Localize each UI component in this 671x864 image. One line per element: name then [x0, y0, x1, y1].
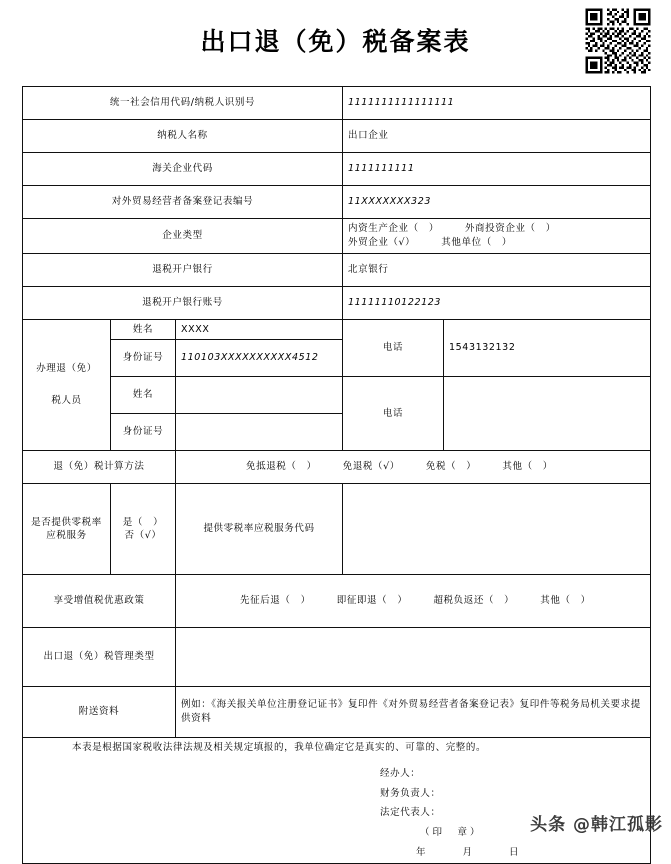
handler-label-line1: 办理退（免）: [36, 363, 97, 375]
option-checkbox[interactable]: （√）: [134, 530, 162, 542]
foreign-trade-record-label: 对外贸易经营者备案登记表编号: [23, 186, 343, 219]
signature-finance-officer[interactable]: 财务负责人：: [380, 787, 441, 799]
table-row-taxpayer-name: [23, 120, 651, 153]
handler2-name-label: 姓名: [111, 377, 176, 414]
declaration-statement: 本表是根据国家税收法律法规及相关规定填报的，我单位确定它是真实的、可靠的、完整的。: [72, 742, 487, 754]
option-label: 超税负返还: [433, 595, 484, 607]
table-row-credit-code: [23, 87, 651, 120]
vat-policy-option[interactable]: [433, 594, 514, 608]
page-header: [0, 0, 671, 80]
vat-policy-option[interactable]: [337, 594, 408, 608]
signature-legal-representative[interactable]: 法定代表人：: [380, 807, 441, 818]
calc-method-label: 退（免）税计算方法: [23, 451, 176, 484]
option-checkbox[interactable]: （√）: [388, 236, 416, 248]
qr-code-icon: [583, 6, 653, 76]
table-row-handler2-name: [23, 377, 651, 414]
option-checkbox[interactable]: （ ）: [481, 236, 512, 248]
option-label: 其他单位: [441, 236, 482, 248]
option-label: 免税: [425, 461, 447, 473]
table-row-attachment: [23, 687, 651, 738]
enterprise-type-option[interactable]: [348, 222, 439, 236]
watermark: 头条 @韩江孤影: [530, 815, 663, 835]
table-row-vat-policy: [23, 575, 651, 628]
option-label: 外商投资企业: [464, 223, 526, 234]
attachment-value[interactable]: 例如：《海关报关单位注册登记证书》复印件《对外贸易经营者备案登记表》复印件等税务局机关要求提供资料: [176, 687, 651, 738]
enterprise-type-option[interactable]: [441, 236, 512, 250]
option-label: 免退税: [342, 461, 374, 473]
table-row-foreign-trade-record: [23, 186, 651, 219]
option-checkbox[interactable]: （ ）: [280, 595, 311, 607]
calc-method-option[interactable]: [426, 460, 477, 474]
refund-bank-label: 退税开户银行: [23, 253, 343, 286]
option-label: 即征即退: [336, 595, 378, 607]
handler2-phone-label: 电话: [343, 377, 444, 451]
handler2-phone-value[interactable]: [444, 377, 651, 451]
zero-rate-option[interactable]: [116, 529, 170, 543]
customs-code-value[interactable]: 1111111111: [343, 153, 651, 186]
table-row-calc-method: [23, 451, 651, 484]
zero-rate-label: [23, 484, 111, 575]
customs-code-label: 海关企业代码: [23, 153, 343, 186]
handler1-id-label: 身份证号: [111, 340, 176, 377]
calc-method-option[interactable]: [502, 460, 553, 474]
option-checkbox[interactable]: （ ）: [522, 461, 553, 473]
calc-method-option[interactable]: [343, 460, 400, 474]
zero-rate-label-line2: 应税服务: [46, 530, 87, 542]
declaration-block: [23, 738, 651, 864]
option-checkbox[interactable]: （ ）: [132, 516, 164, 528]
foreign-trade-record-value[interactable]: 11XXXXXXX323: [343, 186, 651, 219]
vat-policy-label: 享受增值税优惠政策: [23, 575, 176, 628]
vat-policy-options: [176, 575, 651, 628]
calc-method-option[interactable]: [246, 460, 317, 474]
date-month-label[interactable]: 月: [462, 847, 474, 859]
taxpayer-name-label: 纳税人名称: [23, 120, 343, 153]
page-title: 出口退（免）税备案表: [200, 27, 471, 56]
seal-placeholder: （印 章）: [420, 827, 483, 839]
table-row-enterprise-type: [23, 219, 651, 254]
option-checkbox[interactable]: （ ）: [286, 461, 317, 473]
refund-account-label: 退税开户银行账号: [23, 286, 343, 319]
handler2-name-value[interactable]: [176, 377, 343, 414]
table-row-refund-account: [23, 286, 651, 319]
credit-code-value[interactable]: 1111111111111111: [343, 87, 651, 120]
option-label: 外贸企业: [348, 236, 389, 248]
table-row-zero-rate: [23, 484, 651, 575]
management-type-value[interactable]: [176, 628, 651, 687]
zero-rate-code-label: 提供零税率应税服务代码: [176, 484, 343, 575]
handler1-id-value[interactable]: 110103XXXXXXXXXX4512: [176, 340, 343, 377]
enterprise-type-option[interactable]: [465, 222, 556, 236]
handler1-name-label: 姓名: [111, 319, 176, 340]
table-row-management-type: [23, 628, 651, 687]
option-label: 免抵退税: [246, 461, 287, 473]
date-line: [28, 846, 645, 860]
table-row-refund-bank: [23, 253, 651, 286]
date-day-label[interactable]: 日: [509, 847, 520, 859]
handler-section-label: [23, 319, 111, 451]
signature-operator[interactable]: 经办人：: [380, 768, 421, 780]
option-checkbox[interactable]: （√）: [373, 461, 400, 473]
handler-label-line2: 税人员: [51, 394, 82, 406]
table-row-handler1-name: [23, 319, 651, 340]
option-checkbox[interactable]: （ ）: [483, 595, 515, 607]
option-label: 其他: [502, 461, 523, 473]
option-checkbox[interactable]: （ ）: [560, 595, 591, 607]
handler2-id-value[interactable]: [176, 414, 343, 451]
handler1-phone-value[interactable]: 1543132132: [444, 319, 651, 377]
taxpayer-name-value[interactable]: 出口企业: [343, 120, 651, 153]
vat-policy-option[interactable]: [540, 594, 591, 608]
option-label: 先征后退: [240, 595, 281, 607]
attachment-label: 附送资料: [23, 687, 176, 738]
refund-account-value[interactable]: 11111110122123: [343, 286, 651, 319]
handler1-phone-label: 电话: [343, 319, 444, 377]
export-tax-refund-filing-form: [22, 86, 651, 864]
vat-policy-option[interactable]: [240, 594, 311, 608]
option-label: 内资生产企业: [348, 223, 409, 234]
handler1-name-value[interactable]: XXXX: [176, 319, 343, 340]
zero-rate-code-value[interactable]: [343, 484, 651, 575]
option-checkbox[interactable]: （ ）: [408, 223, 439, 234]
zero-rate-options: [111, 484, 176, 575]
option-checkbox[interactable]: （ ）: [525, 223, 556, 234]
refund-bank-value[interactable]: 北京银行: [343, 253, 651, 286]
option-checkbox[interactable]: （ ）: [377, 595, 408, 607]
management-type-label: 出口退（免）税管理类型: [23, 628, 176, 687]
calc-method-options: [176, 451, 651, 484]
credit-code-label: 统一社会信用代码/纳税人识别号: [23, 87, 343, 120]
option-label: 否: [124, 530, 135, 542]
option-checkbox[interactable]: （ ）: [446, 461, 477, 473]
zero-rate-option[interactable]: [116, 516, 170, 530]
date-year-label[interactable]: 年: [416, 847, 427, 859]
zero-rate-label-line1: 是否提供零税率: [31, 516, 102, 528]
enterprise-type-label: 企业类型: [23, 219, 343, 254]
enterprise-type-option[interactable]: [348, 236, 415, 250]
handler2-id-label: 身份证号: [111, 414, 176, 451]
option-label: 是: [122, 516, 133, 528]
option-label: 其他: [540, 595, 561, 607]
enterprise-type-options: [343, 219, 651, 254]
table-row-declaration: [23, 738, 651, 864]
table-row-customs-code: [23, 153, 651, 186]
